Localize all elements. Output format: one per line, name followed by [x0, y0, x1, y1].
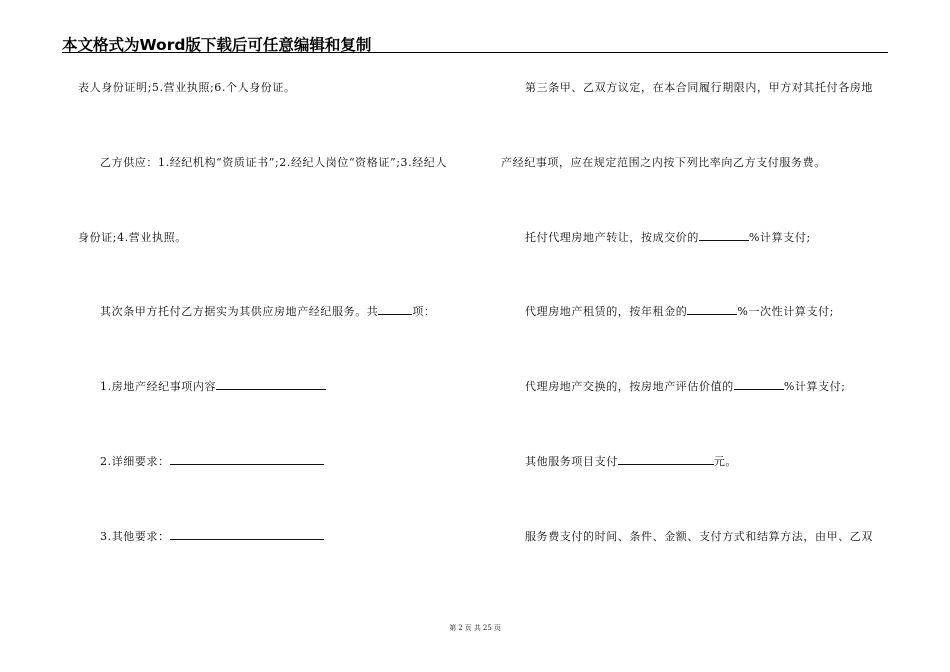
- other-fee-suffix: 元。: [713, 455, 738, 468]
- other-fee-label: 其他服务项目支付: [525, 455, 618, 468]
- footer-total: 25: [482, 624, 492, 632]
- transfer-fee-label: 托付代理房地产转让，按成交价的: [525, 231, 699, 244]
- right-line-3: [525, 229, 811, 245]
- document-header-title: 本文格式为Word版下载后可任意编辑和复制: [62, 36, 372, 54]
- page-number-footer: [0, 623, 950, 633]
- left-line-4: [100, 303, 436, 319]
- other-fee-blank: [618, 455, 714, 465]
- right-line-4: [525, 303, 834, 319]
- item-1-label: 1.房地产经纪事项内容: [100, 380, 217, 393]
- left-line-3: 身份证;4.营业执照。: [78, 231, 187, 244]
- header-divider: [62, 52, 888, 53]
- right-line-7: 服务费支付的时间、条件、金额、支付方式和结算方法，由甲、乙双: [525, 530, 873, 543]
- left-item-3: [100, 528, 324, 544]
- item-2-label: 2.详细要求：: [100, 455, 170, 468]
- transfer-fee-suffix: %计算支付;: [749, 231, 811, 244]
- footer-prefix: 第: [449, 624, 457, 632]
- item-1-blank: [216, 380, 326, 390]
- item-3-label: 3.其他要求：: [100, 530, 170, 543]
- item-3-blank: [170, 530, 324, 540]
- item-2-blank: [170, 455, 324, 465]
- left-line-1: 表人身份证明;5.营业执照;6.个人身份证。: [78, 81, 296, 94]
- footer-suffix: 页: [493, 624, 501, 632]
- exchange-fee-suffix: %计算支付;: [783, 380, 846, 393]
- footer-mid: 页 共: [464, 624, 481, 632]
- right-line-1: 第三条甲、乙双方议定，在本合同履行期限内，甲方对其托付各房地: [525, 81, 873, 94]
- left-line-4-text: 其次条甲方托付乙方据实为其供应房地产经纪服务。共: [100, 305, 379, 318]
- footer-page: 2: [458, 624, 463, 632]
- exchange-fee-blank: [734, 380, 784, 390]
- rental-fee-suffix: %一次性计算支付;: [737, 305, 834, 318]
- right-line-2: 产经纪事项，应在规定范围之内按下列比率向乙方支付服务费。: [501, 156, 826, 169]
- rental-fee-label: 代理房地产租赁的，按年租金的: [525, 305, 688, 318]
- left-line-4-suffix: 项：: [412, 305, 436, 318]
- right-line-5: [525, 378, 846, 394]
- left-item-1: [100, 378, 326, 394]
- rental-fee-blank: [687, 305, 737, 315]
- left-line-2: 乙方供应：1.经纪机构“资质证书”;2.经纪人岗位“资格证”;3.经纪人: [100, 156, 447, 169]
- left-item-2: [100, 453, 324, 469]
- right-line-6: [525, 453, 737, 469]
- exchange-fee-label: 代理房地产交换的，按房地产评估价值的: [525, 380, 734, 393]
- item-count-blank: [378, 305, 412, 315]
- transfer-fee-blank: [699, 231, 749, 241]
